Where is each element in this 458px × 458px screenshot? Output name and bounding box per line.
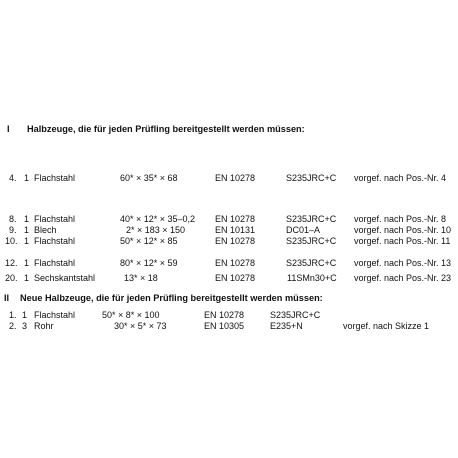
row-norm: EN 10131 — [215, 225, 256, 235]
row-name: Flachstahl — [34, 214, 76, 224]
row-norm: EN 10305 — [204, 321, 245, 331]
row-position: 12. — [5, 258, 18, 268]
section-1-numeral: I — [7, 124, 10, 134]
row-dimensions: 13* × 18 — [124, 273, 158, 283]
row-name: Blech — [34, 225, 57, 235]
row-norm: EN 10278 — [215, 214, 256, 224]
row-quantity: 1 — [24, 273, 30, 283]
row-quantity: 1 — [24, 236, 30, 246]
row-position: 2. — [9, 321, 17, 331]
row-name: Flachstahl — [34, 173, 76, 183]
row-norm: EN 10278 — [215, 173, 256, 183]
row-name: Rohr — [34, 321, 54, 331]
row-note: vorgef. nach Pos.-Nr. 8 — [354, 214, 447, 224]
row-position: 20. — [5, 273, 18, 283]
row-quantity: 3 — [22, 321, 28, 331]
row-material: S235JRC+C — [286, 173, 337, 183]
row-dimensions: 50* × 12* × 85 — [120, 236, 178, 246]
row-dimensions: 30* × 5* × 73 — [114, 321, 167, 331]
row-norm: EN 10278 — [215, 258, 256, 268]
row-dimensions: 80* × 12* × 59 — [120, 258, 178, 268]
row-dimensions: 2* × 183 × 150 — [126, 225, 186, 235]
row-quantity: 1 — [24, 214, 30, 224]
row-position: 8. — [9, 214, 17, 224]
row-quantity: 1 — [24, 173, 30, 183]
row-material: S235JRC+C — [286, 258, 337, 268]
row-name: Flachstahl — [34, 258, 76, 268]
row-norm: EN 10278 — [204, 310, 245, 320]
row-note: vorgef. nach Pos.-Nr. 10 — [354, 225, 452, 235]
row-position: 4. — [9, 173, 17, 183]
section-2-heading: Neue Halbzeuge, die für jeden Prüfling bereitgestellt werden müssen: — [20, 293, 323, 303]
row-position: 10. — [5, 236, 18, 246]
row-name: Flachstahl — [34, 236, 76, 246]
row-quantity: 1 — [24, 225, 30, 235]
row-position: 1. — [9, 310, 17, 320]
row-note: vorgef. nach Pos.-Nr. 4 — [354, 173, 447, 183]
row-norm: EN 10278 — [215, 273, 256, 283]
row-material: S235JRC+C — [270, 310, 321, 320]
row-quantity: 1 — [24, 258, 30, 268]
row-name: Sechskantstahl — [34, 273, 96, 283]
row-note: vorgef. nach Pos.-Nr. 23 — [354, 273, 452, 283]
row-dimensions: 60* × 35* × 68 — [120, 173, 178, 183]
row-norm: EN 10278 — [215, 236, 256, 246]
row-note: vorgef. nach Pos.-Nr. 13 — [354, 258, 452, 268]
section-2-numeral: II — [4, 293, 10, 303]
row-material: S235JRC+C — [286, 236, 337, 246]
row-material: DC01–A — [286, 225, 321, 235]
row-material: 11SMn30+C — [287, 273, 337, 283]
row-note: vorgef. nach Pos.-Nr. 11 — [354, 236, 451, 246]
row-material: S235JRC+C — [286, 214, 337, 224]
row-name: Flachstahl — [34, 310, 76, 320]
row-dimensions: 50* × 8* × 100 — [102, 310, 160, 320]
row-material: E235+N — [270, 321, 303, 331]
row-note: vorgef. nach Skizze 1 — [343, 321, 430, 331]
row-dimensions: 40* × 12* × 35–0,2 — [120, 214, 196, 224]
row-quantity: 1 — [22, 310, 28, 320]
section-1-heading: Halbzeuge, die für jeden Prüfling bereitgestellt werden müssen: — [27, 124, 305, 134]
row-position: 9. — [9, 225, 17, 235]
